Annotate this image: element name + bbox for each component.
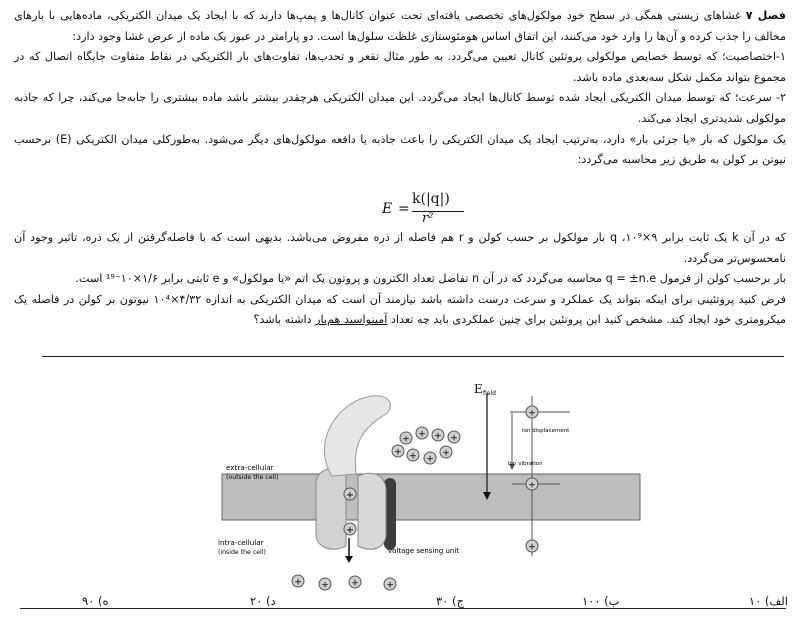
formula-denominator: r² [422, 211, 434, 226]
ion-plus: + [528, 480, 536, 491]
option-c[interactable]: ج) ۳۰ [436, 594, 464, 608]
problem-text-end: داشته باشد؟ [253, 313, 316, 327]
option-a[interactable]: الف) ۱۰ [748, 594, 788, 608]
option-b[interactable]: ب) ۱۰۰ [582, 594, 620, 608]
field-subscript: field [483, 390, 496, 397]
ion-plus: + [321, 580, 329, 591]
paragraph-speed: ۲- سرعت؛ که توسط میدان الکتریکی ایجاد شده توسط کانال‌ها ایجاد می‌گردد. این میدان الکتریکی هرچقدر بیشتر باشد ماده بیشتری را جابه‌جا می‌کند، چرا که جاذبه مولکولی شدیدتری ایجاد می‌کند. [14, 91, 786, 125]
formula-lhs: E [382, 201, 393, 217]
ion-plus: + [386, 580, 394, 591]
cell-membrane [222, 474, 640, 520]
paragraph-charge: بار برحسب کولن از فرمول q = ±n.e محاسبه می‌گردد که در آن n تفاضل تعداد الکترون و پروتون یک اتم «یا مولکول» و e ثابتی برابر ۱/۶×۱۰⁻¹⁹ است. [75, 272, 786, 286]
ion-plus: + [351, 578, 359, 589]
ion-plus: + [426, 454, 434, 465]
channel-gate-lobe [324, 396, 390, 476]
formula-numerator: k(|q|) [412, 191, 450, 207]
question-title: فصل ۷ [745, 9, 786, 22]
extra-cellular-label: extra-cellular [226, 463, 274, 472]
extracellular-ions [392, 427, 460, 465]
problem-text: فرض کنید پروتئینی برای اینکه بتواند یک عملکرد و سرعت درست داشته باشد نیازمند آن است که میدان الکتریکی به اندازه ۴/۳۲×۱۰⁴ نیوتون بر کولن در فاصله یک میکرومتری خود ایجاد کند. مشخص کنید این پروتئین برای چنین عملکردی باید چه تعداد [14, 292, 786, 327]
formula-equals: = [398, 201, 410, 217]
intra-cellular-label: intra-cellular [218, 538, 264, 547]
intro-text: غشاهای زیستی همگی در سطح خود مولکول‌های تخصصی یافته‌ای تحت عنوان کانال‌ها و پمپ‌ها دارند که با ایجاد یک میدان الکتریکی، ماده‌هایی با بارهای مخالف را جذب کرده و آن‌ها را وارد خود می‌کنند، این اتفاق اساس هومئوستازی غلظت سلول‌ها است. دو پارامتر در عبور یک ماده از عرض غشا وجود دارد: [14, 9, 786, 43]
ion-plus: + [345, 525, 355, 536]
ion-plus: + [294, 577, 302, 588]
divider-bottom [20, 608, 786, 609]
paragraph-field-definition: یک مولکول که بار «یا جزئی بار» دارد، به‌ترتیب ایجاد یک میدان الکتریکی را باعث جاذبه یا دافعه مولکول‌های دیگر می‌شود. به‌طورکلی میدان الکتریکی (E) برحسب نیوتن بر کولن به طریق زیر محاسبه می‌گردد: [14, 132, 786, 167]
ion-plus: + [345, 490, 355, 501]
intra-cellular-sublabel: (inside the cell) [218, 549, 266, 556]
ion-displacement-label: Ion displacement [522, 428, 570, 434]
extra-cellular-sublabel: (outside the cell) [226, 474, 279, 481]
underlined-term: آمینواسید هم‌بار [315, 313, 388, 327]
paragraph-specificity: ۱-اختصاصیت؛ که توسط خصایص مولکولی پروتئین کانال تعیین می‌گردد. به طور مثال تقعر و تحدب‌ها، تفاوت‌های بار الکتریکی در نقاط متفاوت جایگاه اتصال که در مجموع بتواند مکمل شکل سه‌بعدی ماده باشد. [14, 50, 786, 84]
option-d[interactable]: د) ۲۰ [250, 594, 276, 608]
ion-plus: + [394, 447, 402, 458]
ion-plus: + [418, 429, 426, 440]
ion-plus: + [442, 448, 450, 459]
ion-plus: + [409, 451, 417, 462]
answer-options [0, 586, 800, 606]
ion-flow-arrowhead [345, 556, 353, 563]
ion-plus: + [450, 433, 458, 444]
ion-plus: + [402, 434, 410, 445]
voltage-sensing-label: voltage sensing unit [388, 547, 460, 555]
ion-plus: + [528, 542, 536, 553]
option-e[interactable]: ه) ۹۰ [82, 594, 109, 608]
ion-vibration-label: Ion vibration [508, 461, 543, 467]
channel-right-subunit [358, 473, 386, 549]
channel-left-subunit [316, 468, 346, 549]
field-label: E [474, 382, 483, 396]
ion-plus: + [528, 408, 536, 419]
paragraph-constants: که در آن k یک ثابت برابر ۹×۱۰⁹، q بار مولکول بر حسب کولن و r هم فاصله از ذره مفروض می‌باشد. بدیهی است که با فاصله‌گرفتن از یک ذره، تاثیر وجود آن نامحسوس‌تر می‌گردد. [14, 231, 787, 265]
ion-plus: + [434, 431, 442, 442]
